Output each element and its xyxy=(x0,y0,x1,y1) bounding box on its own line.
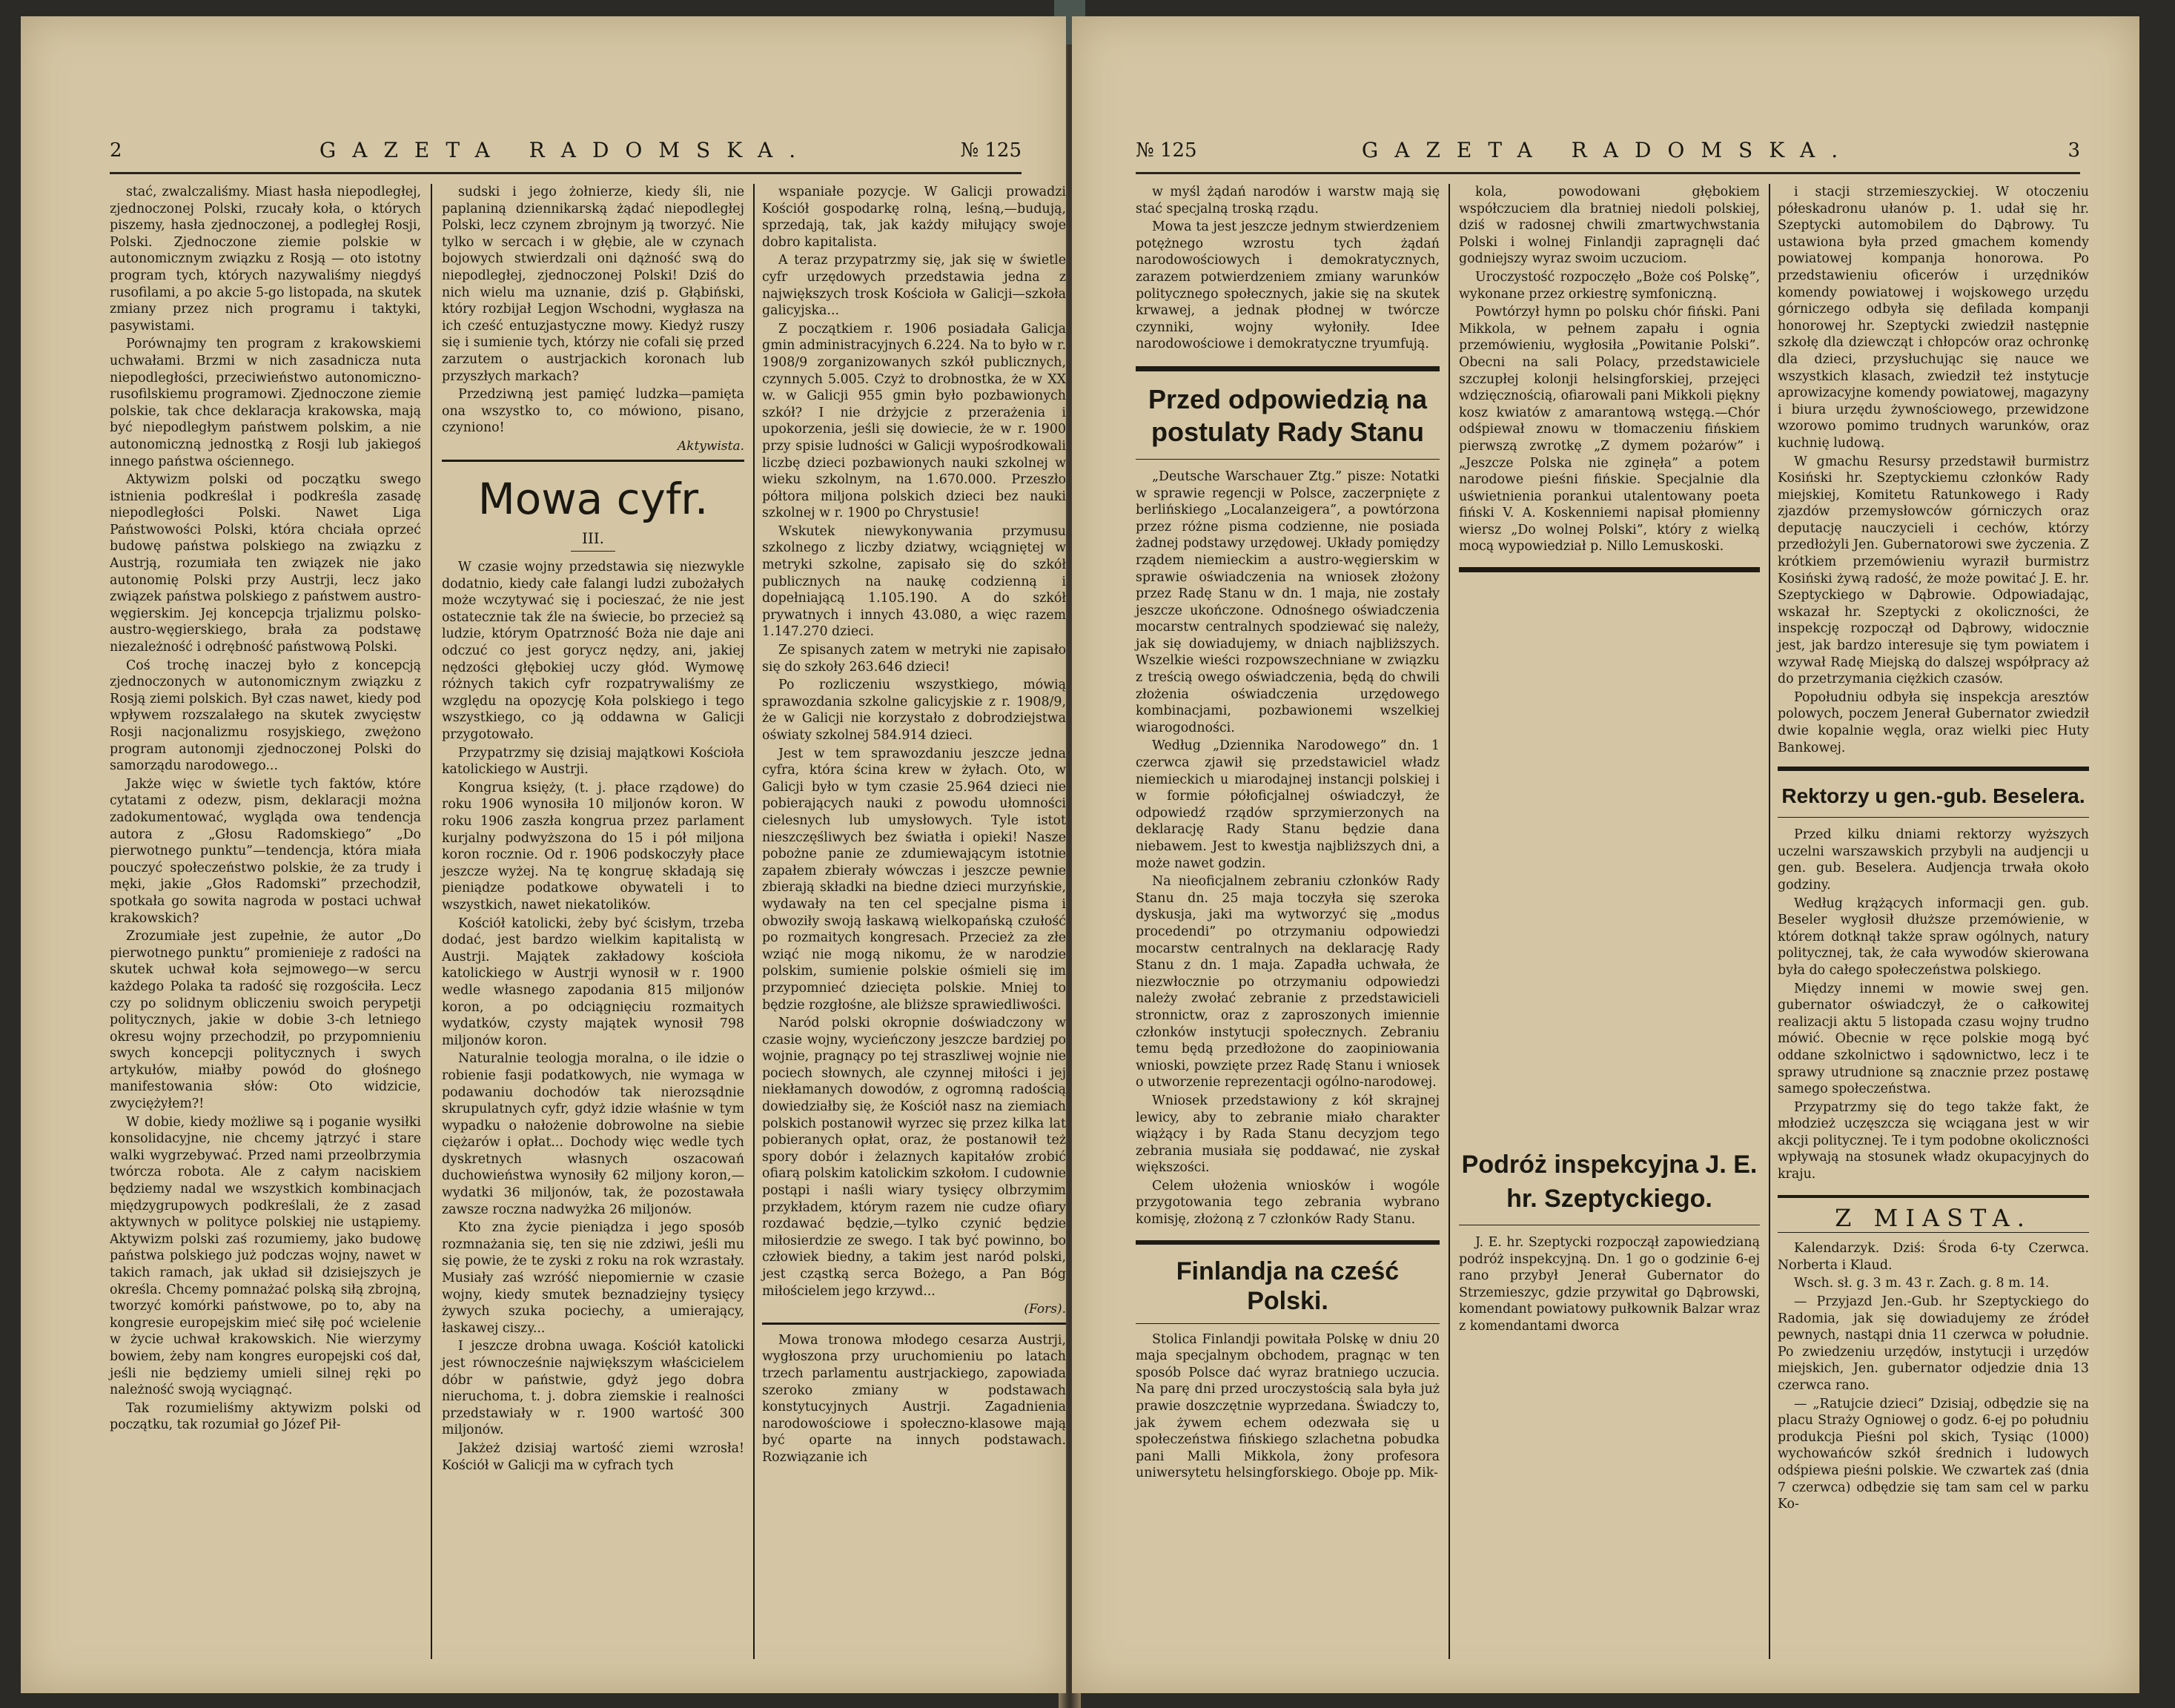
section-rule xyxy=(762,1323,1066,1325)
page-number: 3 xyxy=(2068,139,2080,162)
article-paragraph: Kościół katolicki, żeby być ścisłym, trzeba dodać, jest bardzo wielkim kapitalistą w Austrji. Majątek zakładowy kościoła katolickiego w Austrji wynosił w r. 1900 wedle własnego zapodania 815 miljonów koron, a po odciągnięciu rozmaitych wydatków, czysty majątek wynosił 798 miljonów koron. xyxy=(442,916,744,1048)
title-rule xyxy=(1778,1232,2089,1233)
article-paragraph: Przypatrzmy się do tego także fakt, że młodzież uczęszcza się wciągana jest w wir akcji politycznej. Te i tym podobne okoliczności wpływają na stosunek władz okupacyjnych do kraju. xyxy=(1778,1099,2089,1182)
title-rule xyxy=(1136,1323,1440,1324)
section-rule xyxy=(1459,567,1760,572)
section-rule xyxy=(1778,1195,2089,1198)
article-paragraph: Celem ułożenia wniosków i wogóle przygotowania tego zebrania wybrano komisję, złożoną z 7 członków Rady Stanu. xyxy=(1136,1178,1440,1228)
left-column-3 xyxy=(762,184,1066,1468)
spacer xyxy=(1459,584,1760,1148)
right-column-1 xyxy=(1136,184,1440,1483)
right-column-2 xyxy=(1459,184,1760,1337)
column-divider xyxy=(1769,184,1770,1659)
column-divider xyxy=(431,184,432,1659)
article-paragraph: Według krążących informacji gen. gub. Beseler wygłosił dłuższe przemówienie, w którem dotknął także spraw ogólnych, natury politycznej, tak, że cała wywodów skierowana była do całego społeczeństwa polskiego. xyxy=(1778,896,2089,978)
article-paragraph: Kongrua księży, (t. j. płace rządowe) do roku 1906 wynosiła 10 miljonów koron. W roku 1906 zaszła kongrua przez parlament kurjalny podwyższona do 15 i pół miljona koron rocznie. Od r. 1906 podskoczyły płace jeszcze wyżej. Na tę kongruę składają się pieniądze podatkowe obywateli i to wszystkich, nawet niekatolików. xyxy=(442,780,744,913)
section-rule xyxy=(1778,767,2089,771)
article-paragraph: Uroczystość rozpoczęło „Boże coś Polskę”, wykonane przez orkiestrę symfoniczną. xyxy=(1459,269,1760,302)
section-title-z-miasta: Z MIASTA. xyxy=(1835,1203,2032,1232)
section-rule xyxy=(1136,366,1440,371)
title-rule xyxy=(1136,459,1440,460)
column-divider xyxy=(1449,184,1450,1659)
left-page xyxy=(21,16,1066,1693)
article-paragraph: Kto zna życie pieniądza i jego sposób rozmnażania się, ten się nie zdziwi, jeśli mu się powie, że te zyski z roku na rok wzrastały. Musiały zaś wzróść niepomiernie w czasie wojny, kiedy smutek beznadziejny tysięcy żywych szuka pociechy, a umierający, łaskawej ciszy... xyxy=(442,1220,744,1336)
article-paragraph: Coś trochę inaczej było z koncepcją zjednoczonych w autonomicznym związku z Rosją ziemi polskich. Był czas nawet, kiedy pod wpływem rozszalałego na skutek zwycięstw Rosji nacjonalizmu rosyjskiego, zwężono program autonomji zjednoczonej Polski do samorządu narodowego... xyxy=(110,658,421,774)
article-paragraph: Na nieoficjalnem zebraniu członków Rady Stanu dn. 25 maja toczyła się szeroka dyskusja, jaki ma wytworzyć się „modus procedendi” po otrzymaniu odpowiedzi mocarstw centralnych na deklarację Rady Stanu z dn. 1 maja. Zapadła uchwała, że niezwłocznie po otrzymaniu odpowiedzi należy zwołać zebranie z przedstawicieli stronnictw, oraz z zaproszonych imiennie członków instytucji społecznych. Zebraniu temu będą przedłożone do zaopiniowania wnioski, powzięte przez Radę Stanu i wniosek o utworzenie reprezentacji ogólno-narodowej. xyxy=(1136,874,1440,1090)
article-paragraph: A teraz przypatrzmy się, jak się w świetle cyfr urzędowych przedstawia jedna z największych trosk Kościoła w Galicji—szkoła galicyjska... xyxy=(762,253,1066,319)
part-rule xyxy=(571,551,615,552)
article-paragraph: Wniosek przedstawiony z kół skrajnej lewicy, aby to zebranie miało charakter wiążący i by Rada Stanu decyzjom tego zebrania musiała się poddawać, nie zyskał większości. xyxy=(1136,1093,1440,1176)
article-paragraph: stać, zwalczaliśmy. Miast hasła niepodległej, zjednoczonej Polski, rzucały koła, o których piszemy, hasła zjednoczonej, a podległej Rosji, Polski. Zjednoczone ziemie polskie w autonomicznym związku z Rosją — oto istotny program tych, których nazywaliśmy niegdyś rusofilami, a po akcie 5-go listopada, na skutek zmiany przez nich programu i taktyki, pasywistami. xyxy=(110,185,421,334)
article-paragraph: Jest w tem sprawozdaniu jeszcze jedna cyfra, która ścina krew w żyłach. Oto, w Galicji było w tym czasie 25.964 dzieci nie pobierających nauki z powodu ułomności cielesnych lub umysłowych. Tyle istot nieszczęśliwych bez światła i opieki! Nasze pobożne panie ze zdumiewającym istotnie zapałem zbierały wówczas i jeszcze pewnie zbierają składki na biedne dzieci murzyńskie, wydawały na ten cel specjalne pisma i obwoziły swoją łaskawą wielkopańską czułość po rozmaitych kongresach. Przecież za złe wziąć nie mogą nikomu, że w narodzie polskim, sumienie polskie ośmieli się im przypomnieć dziecięta polskie. Mniej to będzie rozgłośne, ale bliższe sprawiedliwości. xyxy=(762,746,1066,1013)
article-title: Przed odpowiedzią na postulaty Rady Stanu xyxy=(1148,383,1428,447)
article-paragraph: W dobie, kiedy możliwe są i poganie wysiłki konsolidacyjne, nie chcemy jątrzyć i stare walki wygrzebywać. Przed nami przeolbrzymia twórcza robota. Ale z całym naciskiem będziemy nadal we wszystkich kombinacjach międzygrupowych podkreślali, że z zasad aktywnych w polityce polskiej nie ustąpiemy. Aktywizm polski zaś rozumiemy, jako budowę państwa polskiego już podczas wojny, nawet w takich ramach, jak układ sił dzisiejszych je określa. Chcemy pomnażać polską siłą zbrojną, tworzyć komórki państwowe, po to, aby na kongresie europejskim mieć siłę poć wcielenie w życie uchwał krakowskich. Nie wierzymy bowiem, żeby nam kongres europejski coś dał, jeśli nie będziemy umieli silnej ręki po należność swoją wyciągnąć. xyxy=(110,1114,421,1398)
article-paragraph: Przedziwną jest pamięć ludzka—pamięta ona wszystko to, co mówiono, pisano, czyniono! xyxy=(442,387,744,436)
article-paragraph: Po rozliczeniu wszystkiego, mówią sprawozdania szkolne galicyjskie z r. 1908/9, że w Galicji nie korzystało z dobrodziejstwa oświaty szkolnej 584.914 dzieci. xyxy=(762,678,1066,743)
article-paragraph: Między innemi w mowie swej gen. gubernator oświadczył, że o całkowitej realizacji aktu 5 listopada czasu wojny trudno mówić. Obecnie w ręce polskie mogą być oddane szkolnictwo i sądownictwo, lecz i te sprawy utrudnione są znacznie przez postawę samego społeczeństwa. xyxy=(1778,981,2089,1097)
article-paragraph: W czasie wojny przedstawia się niezwykle dodatnio, kiedy całe falangi ludzi zubożałych może wczytywać się i pocieszać, że nie jest ostatecznie tak źle na świecie, bo przecież są ludzie, którym Opatrzność Boża nie daje ani odczuć co jest gorycz nędzy, ani, jakiej nędzości głębokiej uczy głód. Wymowę różnych takich cyfr rozpatrywaliśmy ze względu na opozycję Koła polskiego i tego wszystkiego, co ją oddawna w Galicji przygotowało. xyxy=(442,560,744,743)
article-paragraph: w myśl żądań narodów i warstw mają się stać specjalną troską rządu. xyxy=(1136,185,1440,216)
article-title: Rektorzy u gen.-gub. Beselera. xyxy=(1781,784,2085,808)
article-paragraph: Wskutek niewykonywania przymusu szkolnego z liczby dziatwy, wciągniętej w metryki szkolne, zapisało się do szkół publicznych na naukę codzienną i dopełniającą 1.105.190. A do szkół prywatnych i innych 43.080, a więc razem 1.147.270 dzieci. xyxy=(762,523,1066,640)
article-paragraph: Naród polski okropnie doświadczony w czasie wojny, wycieńczony jeszcze bardziej po wojnie, pragnący po tej straszliwej wojnie nie pociech słownych, ale czynnej miłości i jej niekłamanych dowodów, z ogromną radością dowiedziałby się, że Kościół nasz na ziemiach polskich postanowił wyrzec się przez kilka lat pobieranych opłat, oraz, że postanowił też spory dobór i żelaznych kapitałów zrobić ofiarą polskim katolickim szkołom. I cudownie postąpi i naśli wiary tysięcy olbrzymim przykładem, którym razem nie cudze ofiary rozdawać będzie,—tylko czynić będzie miłosierdzie ze swego. I tak być powinno, bo człowiek biedny, a takim jest naród polski, jest cząstką serca Bożego, a Pan Bóg miłościelem jego krzywd... xyxy=(762,1016,1066,1299)
article-paragraph: Mowa tronowa młodego cesarza Austrji, wygłoszona przy uruchomieniu po latach trzech parlamentu austrjackiego, zapowiada szeroko zmiany w podstawach konstytucyjnych Austrji. Zagadnienia narodowościowe i społeczno-klasowe mają być oparte na innych podstawach. Rozwiązanie ich xyxy=(762,1332,1066,1465)
news-item: Kalendarzyk. Dziś: Środa 6-ty Czerwca. Norberta i Klaud. xyxy=(1778,1241,2089,1273)
article-paragraph: Porównajmy ten program z krakowskiemi uchwałami. Brzmi w nich zasadnicza nuta niepodległości, przeciwieństwo autonomiczno-rusofilskiemu programowi. Zjednoczone ziemie polskie, tak chce deklaracja krakowska, mają być niepodległym państwem polskim, a nie autonomiczną jednostką z Rosji lub jakiegoś innego państwa ościennego. xyxy=(110,337,421,469)
section-rule xyxy=(442,460,744,462)
left-column-2 xyxy=(442,184,744,1475)
article-paragraph: wspaniałe pozycje. W Galicji prowadzi Kościół gospodarkę rolną, leśną,—budują, sprzedają, tak, jak każdy miłujący swoje dobro kapitalista. xyxy=(762,185,1066,250)
article-paragraph: Aktywizm polski od początku swego istnienia podkreślał i podkreśla zasadę niepodległości Polski. Nawet Liga Państwowości Polski, która chciała oprzeć budowę państwa polskiego na związku z Austrją, rozumiała ten związek nie jako autonomię Polski przy Austrji, lecz jako związek państwa polskiego z państwem austro-węgierskim. Jej koncepcja trjalizmu polsko-austro-węgierskiego, brała za podstawę niezależność i odrębność państwową Polski. xyxy=(110,472,421,655)
article-part-number: III. xyxy=(581,529,605,547)
issue-number: № 125 xyxy=(960,139,1022,162)
title-rule xyxy=(1778,817,2089,818)
news-item: — „Ratujcie dzieci” Dzisiaj, odbędzie się na placu Straży Ogniowej o godz. 6-ej po południu produkcja Pieśni pol skich, Tysiąc (1000) wychowańców szkół średnich i ludowych odśpiewa pieśni polskie. We czwartek zaś (dnia 7 czerwca) odbędzie się tam sam cel w parku Ko- xyxy=(1778,1396,2089,1512)
article-paragraph: Mowa ta jest jeszcze jednym stwierdzeniem potężnego wzrostu tych żądań narodowościowych i demokratycznych, zarazem potwierdzeniem zmiany warunków politycznego społecznych, jakie się na skutek krwawej, a jednak płodnej w twórcze czynniki, wojny wyłoniły. Idee narodowościowe i demokratyczne tryumfują. xyxy=(1136,219,1440,352)
left-column-1 xyxy=(110,184,421,1435)
article-paragraph: kola, powodowani głębokiem współczuciem dla bratniej niedoli polskiej, dziś w radosnej chwili zmartwychwstania Polski i wolnej Finlandji zapragnęli dać godniejszy wyraz swoim uczuciom. xyxy=(1459,185,1760,267)
right-page xyxy=(1072,16,2139,1693)
article-paragraph: sudski i jego żołnierze, kiedy śli, nie paplaniną dziennikarską żądać niepodległej Polski, lecz czynem zbrojnym ją tworzyć. Nie tylko w sercach i w głębie, ale w czynach bojowych stwierdzali oni dążność swą do niepodległej, zjednoczonej Polski! Dziś do nich wielu ma uznanie, dziś p. Głąbiński, który rozbijał Legjon Wschodni, wygłasza na ich cześć entuzjastyczne mowy. Kiedyż ruszy się i sumienie tych, którzy nie cofali się przed zarzutem o austrjackich koronach lub przyszłych markach? xyxy=(442,185,744,384)
page-number: 2 xyxy=(110,139,122,162)
author-signature: Aktywista. xyxy=(677,438,744,454)
article-paragraph: I jeszcze drobna uwaga. Kościół katolicki jest równocześnie największym właścicielem dóbr w państwie, gdyż jego dobra nieruchoma, t. j. dobra ziemskie i realności przedstawiały w r. 1900 wartość 300 miljonów. xyxy=(442,1339,744,1438)
article-paragraph: J. E. hr. Szeptycki rozpoczął zapowiedzianą podróż inspekcyjną. Dn. 1 go o godzinie 6-ej rano przybył Jenerał Gubernator do Strzemieszyc, gdzie przywitał go Dąbrowski, komendant powiatowy pułkownik Balzar wraz z komendantami dworca xyxy=(1459,1235,1760,1334)
news-item: Wsch. sł. g. 3 m. 43 r. Zach. g. 8 m. 14. xyxy=(1794,1276,2050,1291)
right-column-3 xyxy=(1778,184,2089,1515)
masthead-title: GAZETA RADOMSKA. xyxy=(1361,138,1855,162)
article-paragraph: Z początkiem r. 1906 posiadała Galicja gmin administracyjnych 6.224. Na to było w r. 1908/9 zorganizowanych szkół publicznych, czynnych 5.005. Czyż to drobnostka, że w XX w. w Galicji 955 gmin było pozbawionych szkół? I nie drżyjcie z przerażenia i upokorzenia, jeśli się dowiecie, że w r. 1900 przy spisie ludności w Galicji wypośrodkowali liczbę dzieci pozbawionych nauki szkolnej w wieku szkolnym, na 1.670.000. Przeszło półtora miljona polskich dzieci bez nauki szkolnej w r. 1900 po Chrystusie! xyxy=(762,321,1066,521)
article-paragraph: Stolica Finlandji powitała Polskę w dniu 20 maja specjalnym obchodem, pragnąc w ten sposób Polsce dać wyraz bratniego uczucia. Na parę dni przed uroczystością sala była już prawie doszczętnie wyprzedana. Świadczy to, jak żywem echem odezwała się u społeczeństwa fińskiego szlachetna pobudka pani Malli Mikkola, żony profesora uniwersytetu helsingforskiego. Oboje pp. Mik- xyxy=(1136,1331,1440,1481)
article-paragraph: Przed kilku dniami rektorzy wyższych uczelni warszawskich przybyli na audjencji u gen. gub. Beselera. Audjencja trwała około godziny. xyxy=(1778,827,2089,893)
article-title: Finlandja na cześć Polski. xyxy=(1176,1257,1400,1315)
article-paragraph: Ze spisanych zatem w metryki nie zapisało się do szkoły 263.646 dzieci! xyxy=(762,643,1066,675)
author-signature: (Fors). xyxy=(1024,1302,1066,1317)
column-divider xyxy=(753,184,755,1659)
article-paragraph: Według „Dziennika Narodowego” dn. 1 czerwca zjawił się przedstawiciel władz niemieckich u miarodajnej instancji polskiej i w formie półoficjalnej oświadczył, że odpowiedź rządów sprzymierzonych na deklarację Rady Stanu będzie dana niebawem. Jest to kwestja najbliższych dni, a może nawet godzin. xyxy=(1136,738,1440,871)
article-paragraph: Naturalnie teologja moralna, o ile idzie o robienie fasji podatkowych, nie wymaga w podawaniu dochodów tak nierozsądnie skrupulatnych cyfr, gdyż idzie właśnie w tym wypadku o nałożenie dobrowolne na siebie ciężarów i opłat... Dochody więc wedle tych dyskretnych własnych oszacowań duchowieństwa wynosiły 62 miljony koron,—wydatki 36 miljonów, tak, że pozostawała zawsze roczna nadwyżka 26 miljonów. xyxy=(442,1051,744,1217)
article-paragraph: Jakżeż dzisiaj wartość ziemi wzrosła! Kościół w Galicji ma w cyfrach tych xyxy=(442,1440,744,1473)
right-header xyxy=(1136,135,2080,174)
article-paragraph: Tak rozumieliśmy aktywizm polski od początku, tak rozumiał go Józef Pił- xyxy=(110,1400,421,1433)
article-paragraph: Przypatrzmy się dzisiaj majątkowi Kościoła katolickiego w Austrji. xyxy=(442,745,744,778)
article-title: Podróż inspekcyjna J. E. hr. Szeptyckiego. xyxy=(1461,1151,1758,1214)
article-paragraph: Jakże więc w świetle tych faktów, które cytatami z odezw, pism, deklaracji można zadokumentować, wygląda owa tendencja autora z „Głosu Radomskiego” „Do pierwotnego punktu”—tendencja, która miała pouczyć społeczeństwo polskie, że za trudy i męki, jakie „Głos Radomski” przechodził, spotkała go sowita nagroda w postaci uchwał krakowskich? xyxy=(110,776,421,926)
masthead-title: GAZETA RADOMSKA. xyxy=(319,138,812,162)
issue-number: № 125 xyxy=(1136,139,1197,162)
article-paragraph: i stacji strzemieszyckiej. W otoczeniu półeskadronu ułanów p. 1. udał się hr. Szeptycki automobilem do Dąbrowy. Tu ustawiona była przed gmachem komendy powiatowej kompanja honorowa. Po przedstawieniu oficerów i urzędników komendy powiatowej i wojskowego urzędu górniczego odbyła się defilada kompanji honorowej hr. Szeptycki zwiedził następnie szkołę dla dziewcząt i chłopców oraz ochronkę dla dzieci, przysłuchując się nauce we wszystkich klasach, zwiedził też instytucje aprowizacyjne komendy powiatowej, magazyny i biura urzędu żywnościowego, przewidzone wzorowo pomimo trudnych warunków, oraz kuchnię ludową. xyxy=(1778,185,2089,451)
left-header xyxy=(110,135,1022,174)
article-paragraph: „Deutsche Warschauer Ztg.” pisze: Notatki w sprawie regencji w Polsce, zaczerpnięte z berlińskiego „Localanzeigera”, a powtórzona przez różne pisma codzienne, nie posiada żadnej podstawy urzędowej. Układy pomiędzy rządem niemieckim a austro-węgierskim w sprawie oświadczenia na wniosek złożony przez Radę Stanu w dn. 1 maja, nie zostały jeszcze ukończone. Odnośnego oświadczenia mocarstw centralnych spodziewać się należy, jak się dowiadujemy, w dniach najbliższych. Wszelkie wieści rozpowszechniane w związku z treścią owego oświadczenia, będą do chwili złożenia oświadczenia urzędowego kombinacjami, pozbawionemi wszelkiej wiarogodności. xyxy=(1136,469,1440,735)
section-rule xyxy=(1136,1240,1440,1245)
article-paragraph: Popołudniu odbyła się inspekcja aresztów polowych, poczem Jenerał Gubernator zwiedził dwie kopalnie węgla, oraz wielki piec Huty Bankowej. xyxy=(1778,689,2089,755)
article-paragraph: W gmachu Resursy przedstawił burmistrz Kosiński hr. Szeptyckiemu członków Rady miejskiej, Komitetu Ratunkowego i Rady zjazdów przemysłowców górniczych oraz deputację nauczycieli i cechów, którzy przedłożyli Jen. Gubernatorowi swe życzenia. Z krótkiem przemówieniu wyraził burmistrz Kosiński żywą radość, że może powitać J. E. hr. Szeptyckiego w Dąbrowie. Odpowiadając, wskazał hr. Szeptycki z okoliczności, że inspekcję rozpoczął od Dąbrowy, widocznie jest, jak bardzo interesuje się tym powiatem i wzywał Radę Miejską do dalszej współpracy aż do przetrzymania ciężkich czasów. xyxy=(1778,454,2089,687)
article-paragraph: Powtórzył hymn po polsku chór fiński. Pani Mikkola, w pełnem zapału i ognia przemówieniu, wygłosiła „Powitanie Polski”. Obecni na sali Polacy, przedstawiciele szczupłej kolonji helsingforskiej, przejęci wdzięcznością, ofiarowali pani Mikkoli piękny kosz kwiatów z amarantową wstęgą.—Chór odśpiewał znowu w tłomaczeniu fińskiem pierwszą zwrotkę „Z dymem pożarów” i „Jeszcze Polska nie zginęła” a potem narodowe pieśni fińskie. Specjalnie dla uświetnienia porankui utalentowany poeta fiński V. A. Koskenniemi napisał płomienny wiersz „Do wolnej Polski”, który z wielką mocą wypowiedział p. Nillo Lemuskoski. xyxy=(1459,305,1760,555)
news-item: — Przyjazd Jen.-Gub. hr Szeptyckiego do Radomia, jak się dowiadujemy ze źródeł pewnych, nastąpi dnia 11 czerwca w południe. Po zwiedzeniu urzędów, instytucji i urzędów miejskich, Jen. gubernator odjedzie dnia 13 czerwca rano. xyxy=(1778,1294,2089,1393)
article-title-mowa-cyfr: Mowa cyfr. xyxy=(477,473,709,524)
article-paragraph: Zrozumiałe jest zupełnie, że autor „Do pierwotnego punktu” promienieje z radości na skutek uchwał koła sejmowego—w sercu każdego Polaka ta radość się rozgościła. Lecz czy po solidnym obliczeniu swoich perypetji politycznych, jakie w dobie 3-ch letniego okresu wojny przechodził, po przypomnieniu swych koncepcji politycznych i swych artykułów, miałby powód do głośnego manifestowania słów: Oto widzicie, zwyciężyłem?! xyxy=(110,929,421,1112)
